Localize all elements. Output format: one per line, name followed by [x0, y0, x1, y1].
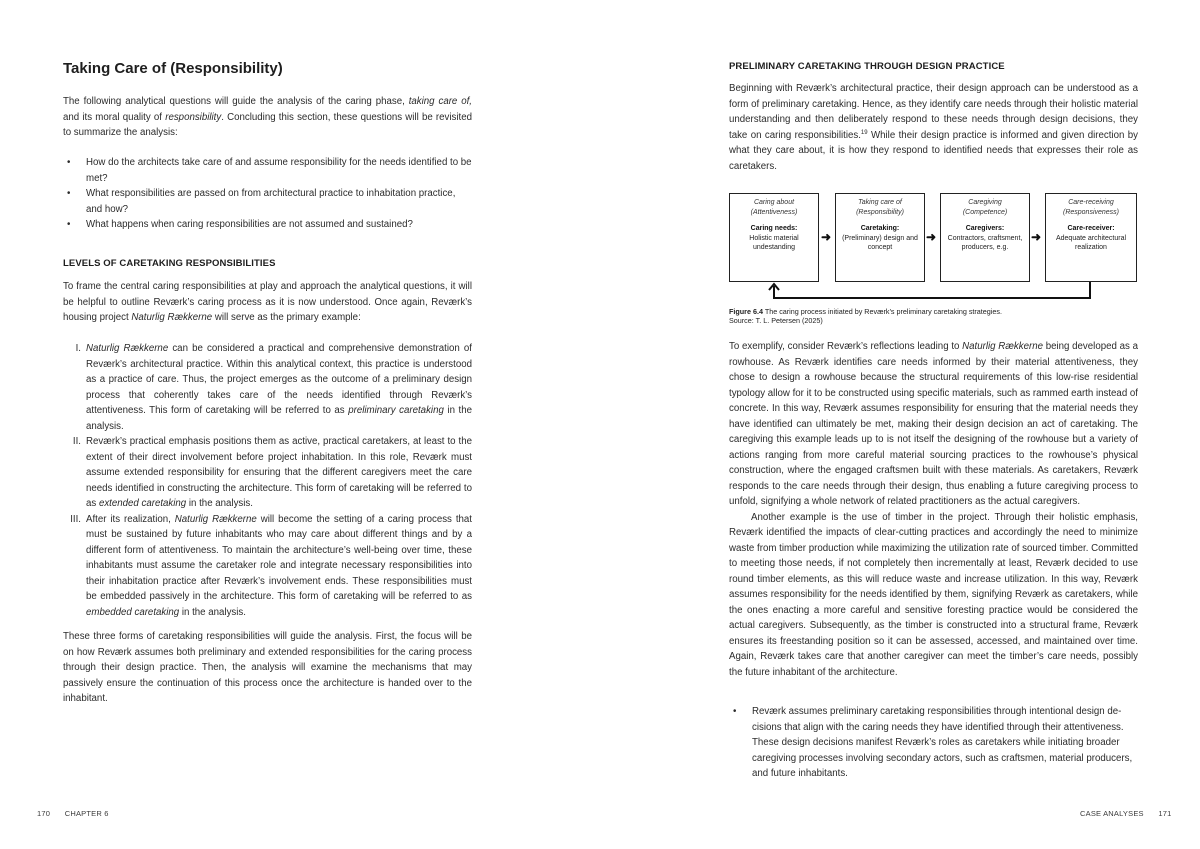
figure-label: Figure 6.4	[729, 307, 763, 316]
summary-bullets	[729, 704, 1138, 782]
page-number: 170	[37, 809, 51, 818]
phase-quality: (Competence)	[962, 208, 1008, 216]
closing-paragraph-block	[63, 629, 472, 707]
levels-intro-block	[63, 279, 472, 326]
caring-process-diagram	[729, 193, 1138, 303]
role-label: Care-receiver:	[1067, 225, 1115, 232]
phase-quality: (Responsiveness)	[1062, 208, 1120, 216]
right-intro-block	[729, 81, 1138, 174]
question-item: • How do the architects take care of and assume responsibility for the needs identified to be met?	[63, 155, 472, 186]
figure-caption-text: The caring process initiated by Reværk’s preliminary caretaking strategies.	[762, 307, 1002, 316]
question-item: • What happens when caring responsibilities are not assumed and sustained?	[63, 217, 472, 233]
timber-example-paragraph: Another example is the use of timber in the project. Through their holistic emphasis, Reværk identified the impacts of clear-cutting practices and accordingly the need to minimize waste from timber production while maximizing the utilization rate of sourced timber. Committed to meeting those needs, if not completely then incrementally at least, Reværk decided to use round timber elements, as this will reduce waste and increase utilization. In this way, Reværk assumes responsibility for the needs identified by them, signifying Reværk as caretakers, while the ones enacting a more careful and sensitive foresting practice would be considered the actual caregivers. Subsequently, as the timber is constructed into a structural frame, Reværk ensures its freestanding position so it can be assessed, accessed, and maintained over time. Again, Reværk takes care that another caregiver can meet the timber’s care needs, possibly the future inhabitant of the architecture.	[729, 511, 1138, 678]
role-description: (Preliminary) design and concept	[842, 234, 918, 251]
phase-quality: (Attentiveness)	[750, 208, 798, 216]
figure-source: Source: T. L. Petersen (2025)	[729, 315, 823, 325]
right-page	[600, 0, 1200, 849]
arrow-right-icon: ➜	[926, 230, 937, 244]
role-label: Caring needs:	[750, 225, 798, 232]
phase-label: Caregiving	[968, 199, 1002, 206]
numbered-item: III. After its realization, Naturlig Rækkerne will become the setting of a caring process that must be sustained by future inhabitants who may care about different things and by a different form of attentiveness. To maintain the architecture’s well-being over time, these inhabitants must assume the caretaker role and integrate necessary responsibilities into their inhabitation practice after Reværk’s involvement ends. These responsibilities must be embedded passively in the architecture. This form of caretaking will be referred to as embedded caretaking in the analysis.	[70, 513, 472, 618]
summary-bullet-item: • Reværk assumes preliminary caretaking responsibilities through intentional design decisions that align with the caring needs they have identified through their attentiveness. These design decisions manifest Reværk’s roles as caretakers while initiating broader caregiving processes involving secondary actors, such as craftsmen, material producers, and future inhabitants.	[729, 704, 1138, 782]
preliminary-caretaking-heading: PRELIMINARY CARETAKING THROUGH DESIGN PRACTICE	[729, 61, 1005, 72]
phase-quality: (Responsibility)	[856, 208, 904, 216]
section-heading: Taking Care of (Responsibility)	[63, 60, 283, 77]
diagram-box-care-receiving	[1045, 193, 1137, 282]
diagram-box-taking-care-of	[835, 193, 925, 282]
arrow-right-icon: ➜	[1031, 230, 1042, 244]
intro-paragraph: The following analytical questions will guide the analysis of the caring phase, taking care of, and its moral quality of responsibility. Concluding this section, these questions will be revisited to summarize the analysis:	[63, 96, 472, 138]
rowhouse-example-paragraph: To exemplify, consider Reværk’s reflections leading to Naturlig Rækkerne being developed as a rowhouse. As Reværk identifies care needs informed by their material attentiveness, they chose to design a rowhouse because the structural requirements of this low-rise residential typology allow for it to be constructed using specific materials, such as rammed earth instead of concrete. In this way, Reværk assumes responsibility for ensuring that the material needs they have identified can ultimately be met, making their design decision an act of caretaking. The caregiving this example leads up to is not itself the designing of the rowhouse but a variety of actions ranging from more careful material sourcing practices to the rowhouse’s physical construction, where the engaged craftsmen built with these materials. As caretakers, Reværk responds to the care needs through their design, thus enabling a future caregiving process to unfold, signifying a whole network of related practitioners as the actual caregivers.	[729, 341, 1138, 507]
right-footer	[1080, 809, 1171, 818]
arrow-right-icon: ➜	[821, 230, 832, 244]
question-item: • What responsibilities are passed on from architectural practice to inhabitation practice, and how?	[63, 186, 472, 217]
numbered-item: II. Reværk’s practical emphasis positions them as active, practical caretakers, at least to the extent of their direct involvement before project inhabitation. In this role, Reværk must assume extended responsibility for ensuring that the different caregivers meet the care needs identified in constructing the architecture. This form of caretaking will be referred to as extended caretaking in the analysis.	[72, 436, 472, 509]
right-intro-paragraph: Beginning with Reværk’s architectural practice, their design approach can be understood as a form of preliminary caretaking. Hence, as they identify care needs through their holistic material understanding and then deliberately respond to these needs through design decisions, they take on caring responsibilities.$^{19}$ While their design practice is informed and given direction by what they care about, it is how they respond to identified needs that expresses their role as caretakers.	[729, 83, 1138, 172]
footnote-ref[interactable]: 19	[860, 129, 868, 136]
phase-label: Caring about	[753, 199, 795, 206]
role-label: Caretaking:	[860, 225, 900, 232]
closing-paragraph: These three forms of caretaking responsibilities will guide the analysis. First, the focus will be on how Reværk assumes both preliminary and extended responsibilities for the caring process through their design practice. Then, the analysis will examine the mechanisms that may passively ensure the continuation of this process once the architecture is handed over to the inhabitant.	[63, 631, 472, 704]
figure-caption	[729, 308, 1138, 325]
levels-heading: LEVELS OF CARETAKING RESPONSIBILITIES	[63, 258, 276, 269]
intro-paragraph-block	[63, 94, 472, 141]
diagram-box-caring-about	[729, 193, 819, 282]
page-number: 171	[1158, 809, 1172, 818]
diagram-box-caregiving	[940, 193, 1030, 282]
running-footer-label: CHAPTER 6	[64, 809, 109, 818]
left-footer	[37, 809, 109, 818]
phase-label: Taking care of	[858, 199, 902, 206]
role-description: Adequate architectural realization	[1055, 234, 1127, 251]
levels-intro-paragraph: To frame the central caring responsibilities at play and approach the analytical questions, it will be helpful to outline Reværk’s caring process as it is now understood. Once again, Reværk’s housing project Naturlig Rækkerne will serve as the primary example:	[63, 281, 472, 323]
example-paragraphs	[729, 339, 1138, 680]
running-footer-label: CASE ANALYSES	[1080, 809, 1144, 818]
role-description: Holistic material undestanding	[749, 234, 799, 251]
caretaking-levels-list	[63, 341, 472, 620]
role-description: Contractors, craftsment, producers, e.g.	[947, 234, 1023, 251]
role-label: Caregivers:	[965, 225, 1005, 232]
phase-label: Care-receiving	[1068, 199, 1114, 206]
analytical-questions	[63, 155, 472, 233]
numbered-item: I. Naturlig Rækkerne can be considered a practical and comprehensive demonstration of Reværk’s architectural practice. Within this analytical context, this practice is understood as a practice of care. Thus, the project emerges as the outcome of a preliminary design process that coherently takes care of the needs identified through Reværk’s attentiveness. This form of caretaking will be referred to as preliminary caretaking in the analysis.	[75, 343, 472, 432]
